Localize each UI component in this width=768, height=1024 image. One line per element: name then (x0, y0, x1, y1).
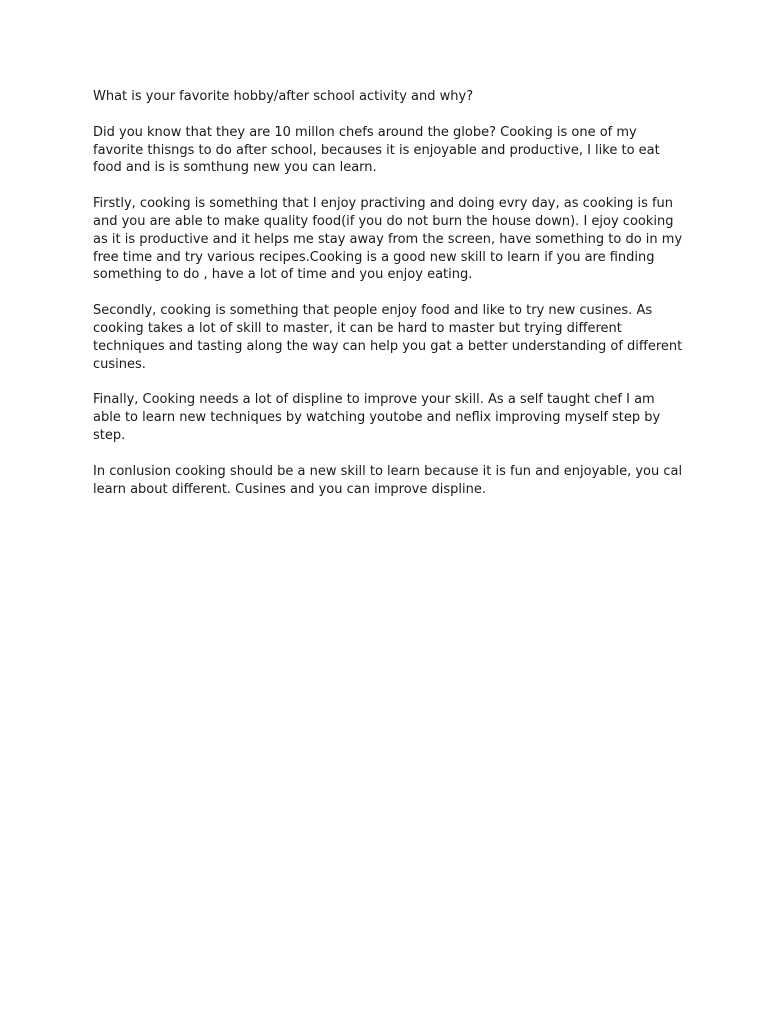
essay-question: What is your favorite hobby/after school activity and why? (93, 89, 474, 104)
document-body (93, 88, 683, 516)
second-point-paragraph: Secondly, cooking is something that people enjoy food and like to try new cusines. As cooking takes a lot of skill to master, it can be hard to master but trying different techniques and tasting along the way can help you gat a better understanding of different cusines. (93, 303, 683, 372)
third-point-paragraph: Finally, Cooking needs a lot of displine to improve your skill. As a self taught chef I am able to learn new techniques by watching youtobe and neflix improving myself step by step. (93, 392, 661, 443)
first-point-paragraph: Firstly, cooking is something that I enjoy practiving and doing evry day, as cooking is fun and you are able to make quality food(if you do not burn the house down). I ejoy cooking as it is productive and it helps me stay away from the screen, have something to do in my free time and try various recipes.Cooking is a good new skill to learn if you are finding something to do , have a lot of time and you enjoy eating. (93, 196, 683, 283)
conclusion-paragraph: In conlusion cooking should be a new skill to learn because it is fun and enjoyable, you cal learn about different. Cusines and you can improve displine. (93, 463, 683, 497)
intro-paragraph: Did you know that they are 10 millon chefs around the globe? Cooking is one of my favorite thisngs to do after school, becauses it is enjoyable and productive, I like to eat food and is is somthung new you can learn. (93, 124, 660, 176)
